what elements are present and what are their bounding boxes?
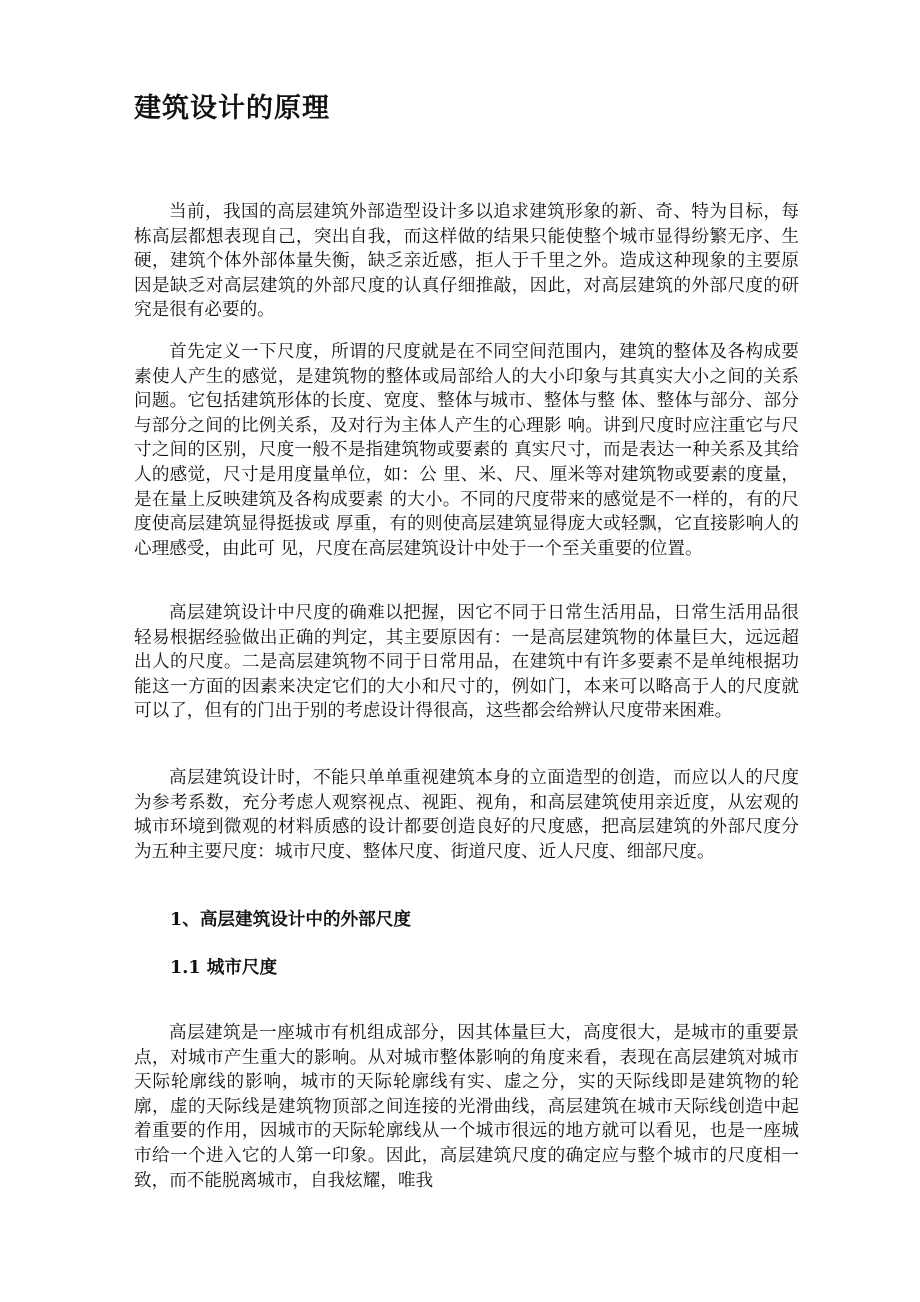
- document-title: 建筑设计的原理: [134, 93, 330, 124]
- section-heading: 1、高层建筑设计中的外部尺度: [170, 909, 411, 930]
- paragraph-city-scale: 高层建筑是一座城市有机组成部分，因其体量巨大，高度很大，是城市的重要景点，对城市产生重大的影响。从对城市整体影响的角度来看，表现在高层建筑对城市天际轮廓线的影响，城市的天际轮廓线有实、虚之分，实的天际线即是建筑物的轮廓，虚的天际线是建筑物顶部之间连接的光滑曲线，高层建筑在城市天际线创造中起着重要的作用，因城市的天际轮廓线从一个城市很远的地方就可以看见，也是一座城市给一个进入它的人第一印象。因此，高层建筑尺度的确定应与整个城市的尺度相一致，而不能脱离城市，自我炫耀，唯我: [134, 1023, 799, 1191]
- subsection-heading: 1.1 城市尺度: [170, 957, 278, 978]
- paragraph-intro: 当前，我国的高层建筑外部造型设计多以追求建筑形象的新、奇、特为目标，每栋高层都想表现自己，突出自我，而这样做的结果只能使整个城市显得纷繁无序、生硬，建筑个体外部体量失衡，缺乏亲近感，拒人于千里之外。造成这种现象的主要原因是缺乏对高层建筑的外部尺度的认真仔细推敲，因此，对高层建筑的外部尺度的研究是很有必要的。: [134, 202, 799, 321]
- paragraph-design-considerations: 高层建筑设计时，不能只单单重视建筑本身的立面造型的创造，而应以人的尺度为参考系数，充分考虑人观察视点、视距、视角，和高层建筑使用亲近度，从宏观的城市环境到微观的材料质感的设计都要创造良好的尺度感，把高层建筑的外部尺度分为五种主要尺度：城市尺度、整体尺度、街道尺度、近人尺度、细部尺度。: [134, 768, 799, 862]
- paragraph-scale-difficulty: 高层建筑设计中尺度的确难以把握，因它不同于日常生活用品，日常生活用品很轻易根据经验做出正确的判定，其主要原因有：一是高层建筑物的体量巨大，远远超出人的尺度。二是高层建筑物不同于日常用品，在建筑中有许多要素不是单纯根据功能这一方面的因素来决定它们的大小和尺寸的，例如门，本来可以略高于人的尺度就可以了，但有的门出于别的考虑设计得很高，这些都会给辨认尺度带来困难。: [134, 603, 799, 722]
- paragraph-scale-definition: 首先定义一下尺度，所谓的尺度就是在不同空间范围内，建筑的整体及各构成要素使人产生的感觉，是建筑物的整体或局部给人的大小印象与其真实大小之间的关系问题。它包括建筑形体的长度、宽度、整体与城市、整体与整 体、整体与部分、部分与部分之间的比例关系，及对行为主体人产生的心理影 响。讲到尺度时应注重它与尺寸之间的区别，尺度一般不是指建筑物或要素的 真实尺寸，而是表达一种关系及其给人的感觉，尺寸是用度量单位，如：公 里、米、尺、厘米等对建筑物或要素的度量，是在量上反映建筑及各构成要素 的大小。不同的尺度带来的感觉是不一样的，有的尺度使高层建筑显得挺拔或 厚重，有的则使高层建筑显得庞大或轻飘，它直接影响人的心理感受，由此可 见，尺度在高层建筑设计中处于一个至关重要的位置。: [134, 342, 799, 559]
